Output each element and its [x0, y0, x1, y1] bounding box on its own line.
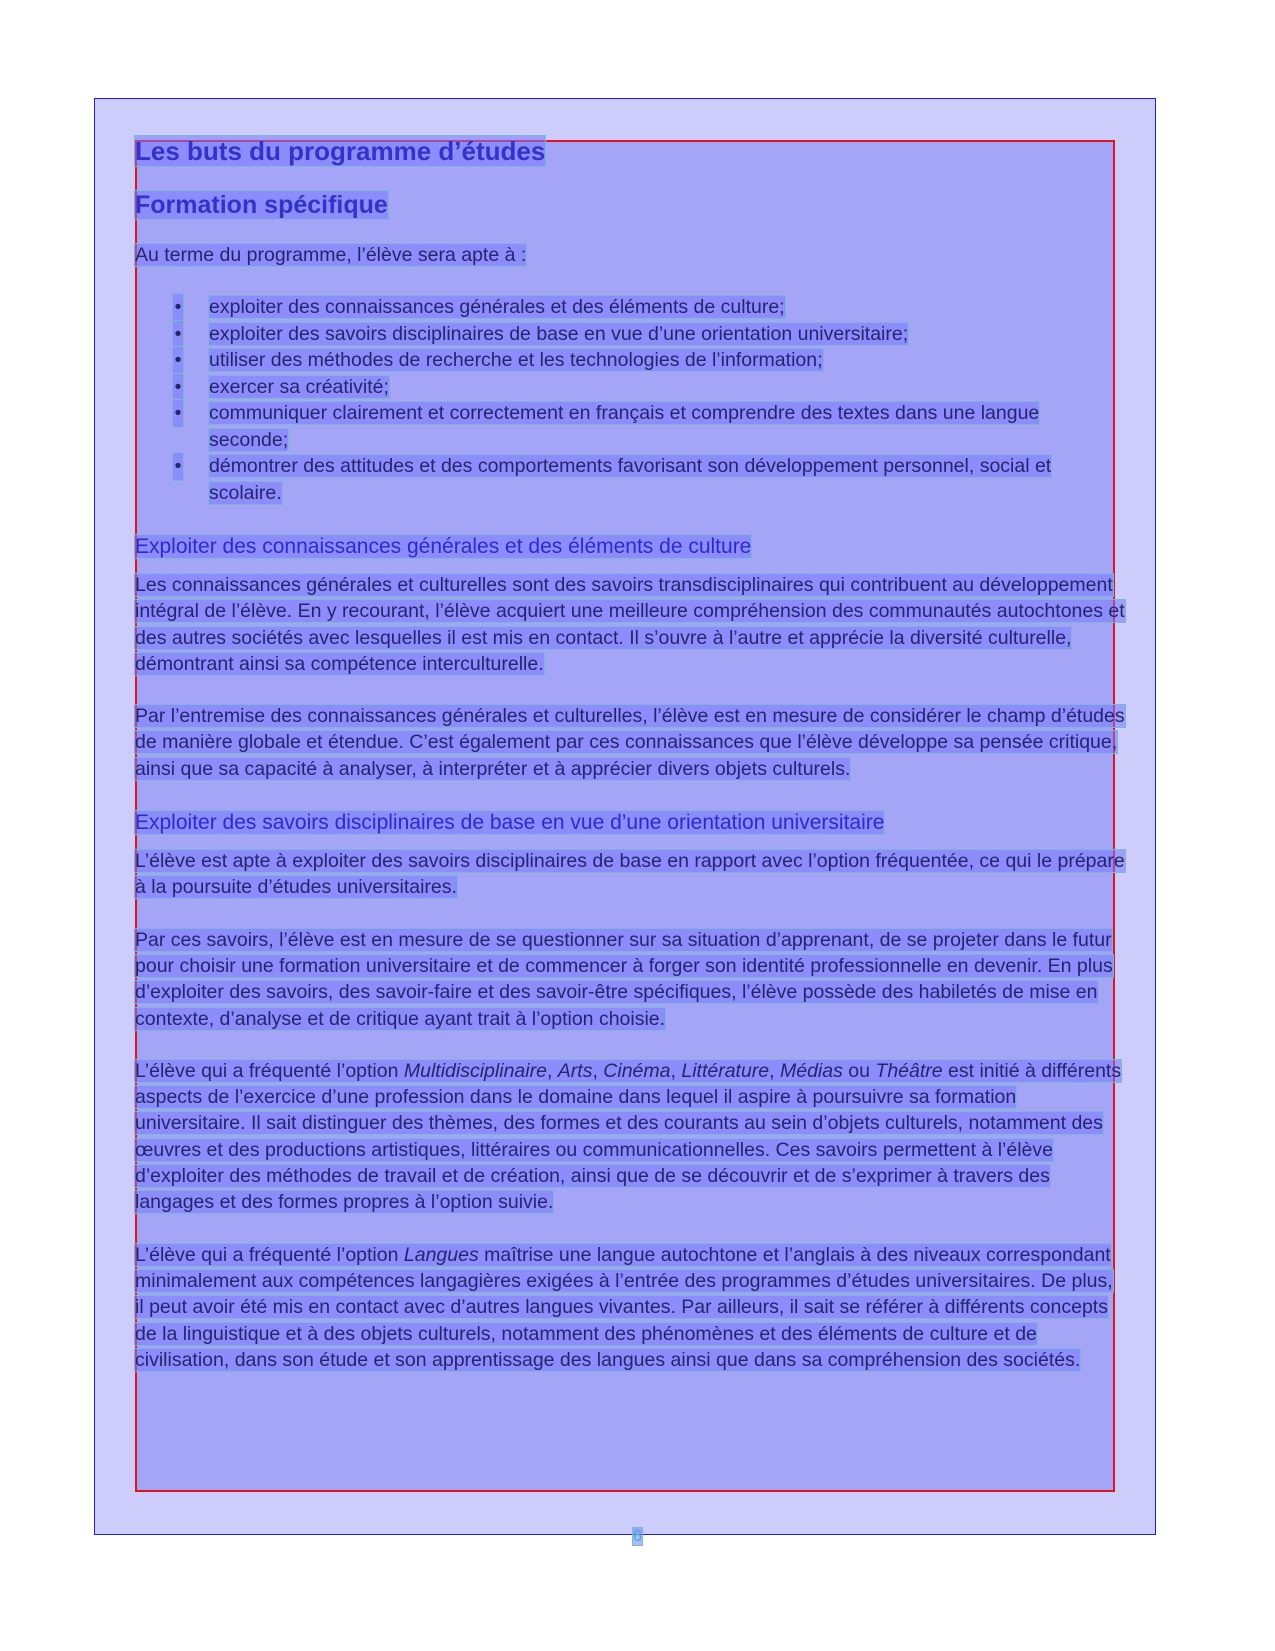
subsection-title-culture: Exploiter des connaissances générales et des éléments de culture	[135, 535, 752, 558]
paragraph: L’élève qui a fréquenté l’option Langues maîtrise une langue autochtone et l’anglais à des niveaux correspondant minimalement aux compétences langagières exigées à l’entrée des programmes d’études universitaires. De plus, il peut avoir été mis en contact avec d’autres langues vivantes. Par ailleurs, il sait se référer à différents concepts de la linguistique et à des objets culturels, notamment des phénomènes et des éléments de culture et de civilisation, dans son étude et son apprentissage des langues ainsi que dans sa compréhension des sociétés.	[135, 1243, 1113, 1371]
paragraph: L’élève est apte à exploiter des savoirs disciplinaires de base en rapport avec l’option fréquentée, ce qui le prépare à la poursuite d’études universitaires.	[135, 850, 1125, 899]
section-title: Formation spécifique	[135, 191, 388, 219]
paragraph: L’élève qui a fréquenté l’option Multidisciplinaire, Arts, Cinéma, Littérature, Médias ou Théâtre est initié à différents aspects de l’exercice d’une profession dans le domaine dans lequel il aspire à poursuivre sa formation universitaire. Il sait distinguer des thèmes, des formes et des courants au sein d’objets culturels, notamment des œuvres et des productions artistiques, littéraires ou communicationnelles. Ces savoirs permettent à l’élève d’exploiter des méthodes de travail et de création, ainsi que de se découvrir et de s’exprimer à travers des langages et des formes propres à l’option suivie.	[135, 1059, 1122, 1214]
bullet-icon: •	[173, 321, 183, 348]
list-item: • exploiter des connaissances générales et des éléments de culture;	[135, 294, 1121, 321]
paragraph: Les connaissances générales et culturelles sont des savoirs transdisciplinaires qui contribuent au développement intégral de l’élève. En y recourant, l’élève acquiert une meilleure compréhension des communautés autochtones et des autres sociétés avec lesquelles il est mis en contact. Il s’ouvre à l’autre et apprécie la diversité culturelle, démontrant ainsi sa compétence interculturelle.	[135, 574, 1125, 675]
document-content	[135, 134, 1155, 1373]
bullet-icon: •	[173, 294, 183, 321]
subsection-title-savoirs: Exploiter des savoirs disciplinaires de base en vue d’une orientation universitaire	[135, 811, 885, 835]
list-item: • exploiter des savoirs disciplinaires de base en vue d’une orientation universitaire;	[135, 321, 1121, 348]
list-item: • démontrer des attitudes et des comportements favorisant son développement personnel, social et scolaire.	[174, 455, 1052, 504]
paragraph: Par ces savoirs, l’élève est en mesure de se questionner sur sa situation d’apprenant, de se projeter dans le futur pour choisir une formation universitaire et de commencer à forger son identité professionnelle en devenir. En plus d’exploiter des savoirs, des savoir-faire et des savoir-être spécifiques, l’élève possède des habiletés de mise en contexte, d’analyse et de critique ayant trait à l’option choisie.	[135, 928, 1113, 1030]
paragraph: Par l’entremise des connaissances générales et culturelles, l’élève est en mesure de considérer le champ d’études de manière globale et étendue. C’est également par ces connaissances que l’élève développe sa pensée critique, ainsi que sa capacité à analyser, à interpréter et à apprécier divers objets culturels.	[135, 705, 1125, 780]
list-item: • communiquer clairement et correctement en français et comprendre des textes dans une langue seconde;	[174, 402, 1040, 451]
list-item: • exercer sa créativité;	[135, 374, 1121, 401]
list-item: • utiliser des méthodes de recherche et les technologies de l’information;	[135, 347, 1121, 374]
intro-text: Au terme du programme, l’élève sera apte à :	[135, 244, 527, 266]
bullet-icon: •	[173, 400, 183, 427]
bullet-icon: •	[173, 453, 183, 480]
objectives-list	[135, 294, 1155, 506]
page-title: Les buts du programme d’études	[135, 136, 546, 166]
bullet-icon: •	[173, 374, 183, 401]
bullet-icon: •	[173, 347, 183, 374]
page-number: 6	[633, 1528, 642, 1545]
